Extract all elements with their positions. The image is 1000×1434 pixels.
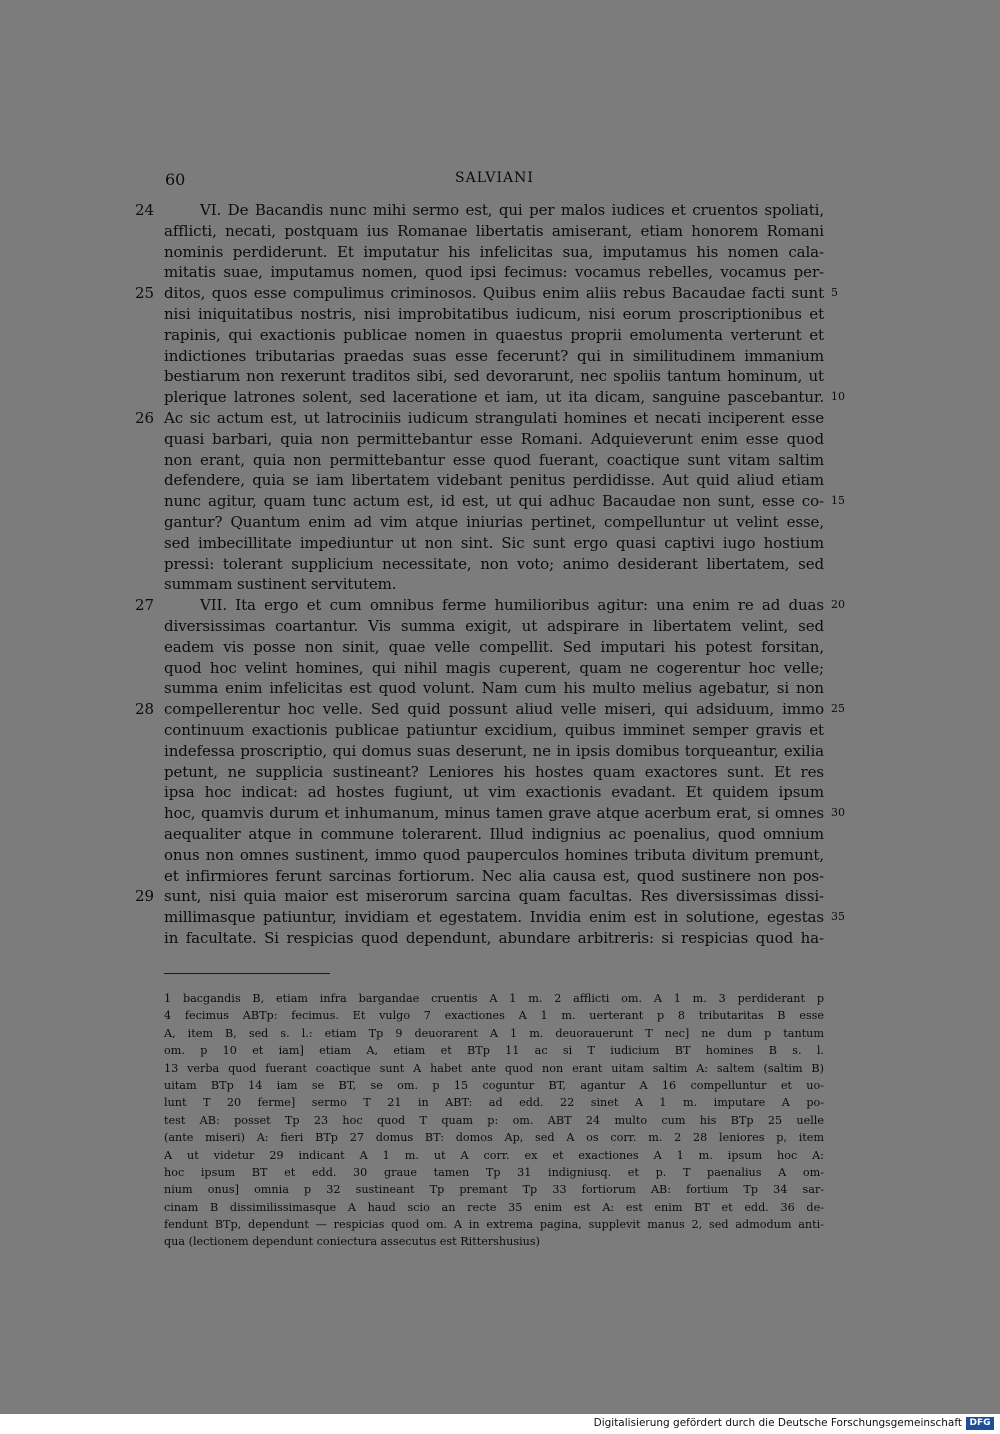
line-text: defendere, quia se iam libertatem videbant penitus perdidisse. Aut quid aliud etiam [164, 471, 824, 490]
line-text: continuum exactionis publicae patiuntur excidium, quibus imminet semper gravis et [164, 720, 824, 739]
text-line [0, 699, 1000, 720]
text-line [0, 616, 1000, 637]
line-text: quasi barbari, quia non permittebantur esse Romani. Adquieverunt enim esse quod [164, 429, 824, 448]
apparatus-line [0, 1007, 1000, 1024]
line-number: 30 [831, 806, 845, 820]
critical-apparatus [0, 990, 1000, 1251]
text-line [0, 470, 1000, 491]
apparatus-text: om. p 10 et iam] etiam A, etiam et BTp 11 ac si T iudicium BT homines B s. l. [164, 1044, 824, 1058]
apparatus-text: A ut videtur 29 indicant A 1 m. ut A corr. ex et exactiones A 1 m. ipsum hoc A: [164, 1148, 824, 1162]
apparatus-text: qua (lectionem dependunt coniectura assecutus est Rittershusius) [164, 1235, 540, 1249]
text-line [0, 637, 1000, 658]
apparatus-text: 13 verba quod fuerant coactique sunt A habet ante quod non erant uitam saltim A: saltem (saltim B) [164, 1061, 824, 1075]
apparatus-line [0, 1147, 1000, 1164]
footer-credit: Digitalisierung gefördert durch die Deutsche Forschungsgemeinschaft [593, 1417, 962, 1429]
text-line [0, 824, 1000, 845]
text-line [0, 928, 1000, 949]
text-line [0, 325, 1000, 346]
text-line [0, 491, 1000, 512]
line-text: pressi: tolerant supplicium necessitate, non voto; animo desiderant libertatem, sed [164, 554, 824, 573]
line-text: VII. Ita ergo et cum omnibus ferme humilioribus agitur: una enim re ad duas [200, 596, 824, 615]
apparatus-text: 4 fecimus ABTp: fecimus. Et vulgo 7 exactiones A 1 m. uerterant p 8 tributaritas B esse [164, 1009, 824, 1023]
line-text: plerique latrones solent, sed laceratione et iam, ut ita dicam, sanguine pascebantur. [164, 388, 824, 407]
line-number: 5 [831, 286, 838, 300]
line-text: hoc, quamvis durum et inhumanum, minus tamen grave atque acerbum erat, si omnes [164, 804, 824, 823]
text-line [0, 658, 1000, 679]
text-line [0, 886, 1000, 907]
line-number: 25 [831, 702, 845, 716]
apparatus-line [0, 990, 1000, 1007]
section-number: 26 [135, 408, 155, 427]
apparatus-line [0, 1164, 1000, 1181]
section-number: 25 [135, 284, 155, 303]
section-number: 29 [135, 887, 155, 906]
text-line [0, 782, 1000, 803]
text-line [0, 304, 1000, 325]
running-title: SALVIANI [455, 170, 534, 186]
page-header [0, 164, 1000, 194]
line-text: quod hoc velint homines, qui nihil magis cuperent, quam ne cogerentur hoc velle; [164, 658, 824, 677]
text-line [0, 741, 1000, 762]
section-number: 24 [135, 201, 155, 219]
line-number: 35 [831, 910, 845, 924]
apparatus-text: uitam BTp 14 iam se BT, se om. p 15 coguntur BT, agantur A 16 compelluntur et uo- [164, 1078, 824, 1092]
text-line [0, 387, 1000, 408]
line-text: compellerentur hoc velle. Sed quid possunt aliud velle miseri, qui adsiduum, immo [164, 700, 824, 719]
apparatus-line [0, 1025, 1000, 1042]
footnote-divider [164, 973, 330, 974]
apparatus-text: (ante miseri) A: fieri BTp 27 domus BT: domos Ap, sed A os corr. m. 2 28 leniores p, item [164, 1131, 824, 1145]
text-line [0, 720, 1000, 741]
line-text: sunt, nisi quia maior est miserorum sarcina quam facultas. Res diversissimas dissi- [164, 887, 824, 906]
line-text: afflicti, necati, postquam ius Romanae libertatis amiserant, etiam honorem Romani [164, 221, 824, 240]
line-text: sed imbecillitate impediuntur ut non sint. Sic sunt ergo quasi captivi iugo hostium [164, 533, 824, 552]
apparatus-text: lunt T 20 ferme] sermo T 21 in ABT: ad edd. 22 sinet A 1 m. imputare A po- [164, 1096, 824, 1110]
section-number: 27 [135, 596, 155, 615]
text-line [0, 512, 1000, 533]
apparatus-text: cinam B dissimilissimasque A haud scio an recte 35 enim est A: est enim BT et edd. 36 de- [164, 1200, 824, 1214]
line-text: gantur? Quantum enim ad vim atque iniurias pertinet, compelluntur ut velint esse, [164, 512, 824, 531]
line-text: indefessa proscriptio, qui domus suas deserunt, ne in ipsis domibus torqueantur, exilia [164, 741, 824, 760]
text-line [0, 346, 1000, 367]
text-line [0, 450, 1000, 471]
text-line [0, 221, 1000, 242]
text-line [0, 866, 1000, 887]
line-text: mitatis suae, imputamus nomen, quod ipsi fecimus: vocamus rebelles, vocamus per- [164, 263, 824, 282]
apparatus-line [0, 1094, 1000, 1111]
line-text: ipsa hoc indicat: ad hostes fugiunt, ut vim exactionis evadant. Et quidem ipsum [164, 783, 824, 802]
apparatus-line [0, 1042, 1000, 1059]
text-line [0, 595, 1000, 616]
text-line [0, 845, 1000, 866]
line-text: Ac sic actum est, ut latrociniis iudicum strangulati homines et necati inciperent esse [164, 408, 824, 427]
line-text: rapinis, qui exactionis publicae nomen in quaestus proprii emolumenta verterunt et [164, 325, 824, 344]
line-text: eadem vis posse non sinit, quae velle compellit. Sed imputari his potest forsitan, [164, 637, 824, 656]
line-number: 20 [831, 598, 845, 612]
text-line [0, 762, 1000, 783]
line-text: petunt, ne supplicia sustineant? Leniores his hostes quam exactores sunt. Et res [164, 762, 824, 781]
apparatus-line [0, 1077, 1000, 1094]
text-line [0, 242, 1000, 263]
apparatus-text: fendunt BTp, dependunt — respicias quod om. A in extrema pagina, supplevit manus 2, sed admodum anti- [164, 1218, 824, 1232]
line-text: non erant, quia non permittebantur esse quod fuerant, coactique sunt vitam saltim [164, 450, 824, 469]
text-line [0, 554, 1000, 575]
text-line [0, 408, 1000, 429]
apparatus-line [0, 1112, 1000, 1129]
text-line [0, 262, 1000, 283]
apparatus-text: A, item B, sed s. l.: etiam Tp 9 deuorarent A 1 m. deuorauerunt T nec] ne dum p tantum [164, 1026, 824, 1040]
text-line [0, 678, 1000, 699]
text-line [0, 429, 1000, 450]
text-line [0, 283, 1000, 304]
line-text: et infirmiores ferunt sarcinas fortiorum. Nec alia causa est, quod sustinere non pos- [164, 866, 824, 885]
apparatus-line [0, 1233, 1000, 1250]
text-line [0, 803, 1000, 824]
line-text: summam sustinent servitutem. [164, 575, 397, 594]
text-line [0, 200, 1000, 221]
line-number: 15 [831, 494, 845, 508]
line-text: VI. De Bacandis nunc mihi sermo est, qui per malos iudices et cruentos spoliati, [200, 201, 824, 219]
main-text [0, 200, 1000, 949]
section-number: 28 [135, 700, 155, 719]
apparatus-line [0, 1129, 1000, 1146]
text-line [0, 366, 1000, 387]
apparatus-line [0, 1181, 1000, 1198]
line-text: onus non omnes sustinent, immo quod pauperculos homines tributa divitum premunt, [164, 845, 824, 864]
line-text: in facultate. Si respicias quod dependunt, abundare arbitreris: si respicias quod ha- [164, 928, 824, 947]
line-text: summa enim infelicitas est quod volunt. Nam cum his multo melius agebatur, si non [164, 679, 824, 698]
line-text: aequaliter atque in commune tolerarent. Illud indignius ac poenalius, quod omnium [164, 824, 824, 843]
apparatus-text: test AB: posset Tp 23 hoc quod T quam p: om. ABT 24 multo cum his BTp 25 uelle [164, 1113, 824, 1127]
dfg-logo-icon: DFG [966, 1417, 994, 1430]
line-text: nunc agitur, quam tunc actum est, id est, ut qui adhuc Bacaudae non sunt, esse co- [164, 492, 824, 511]
line-text: diversissimas coartantur. Vis summa exigit, ut adspirare in libertatem velint, sed [164, 616, 824, 635]
apparatus-line [0, 1216, 1000, 1233]
apparatus-line [0, 1060, 1000, 1077]
text-line [0, 574, 1000, 595]
apparatus-text: hoc ipsum BT et edd. 30 graue tamen Tp 31 indigniusq. et p. T paenalius A om- [164, 1165, 824, 1179]
line-number: 10 [831, 390, 845, 404]
line-text: nominis perdiderunt. Et imputatur his infelicitas sua, imputamus his nomen cala- [164, 242, 824, 261]
apparatus-text: nium onus] omnia p 32 sustineant Tp premant Tp 33 fortiorum AB: fortium Tp 34 sar- [164, 1183, 824, 1197]
line-text: indictiones tributarias praedas suas esse fecerunt? qui in similitudinem immanium [164, 346, 824, 365]
line-text: nisi iniquitatibus nostris, nisi improbitatibus iudicum, nisi eorum proscriptionibus et [164, 304, 824, 323]
line-text: ditos, quos esse compulimus criminosos. Quibus enim aliis rebus Bacaudae facti sunt [164, 284, 824, 303]
apparatus-text: 1 bacgandis B, etiam infra bargandae cruentis A 1 m. 2 afflicti om. A 1 m. 3 perdiderant p [164, 992, 824, 1005]
digitization-footer [0, 1414, 1000, 1434]
text-line [0, 533, 1000, 554]
apparatus-line [0, 1199, 1000, 1216]
text-line [0, 907, 1000, 928]
line-text: millimasque patiuntur, invidiam et egestatem. Invidia enim est in solutione, egestas [164, 908, 824, 927]
page-number: 60 [165, 170, 186, 189]
line-text: bestiarum non rexerunt traditos sibi, sed devorarunt, nec spoliis tantum hominum, ut [164, 367, 824, 386]
